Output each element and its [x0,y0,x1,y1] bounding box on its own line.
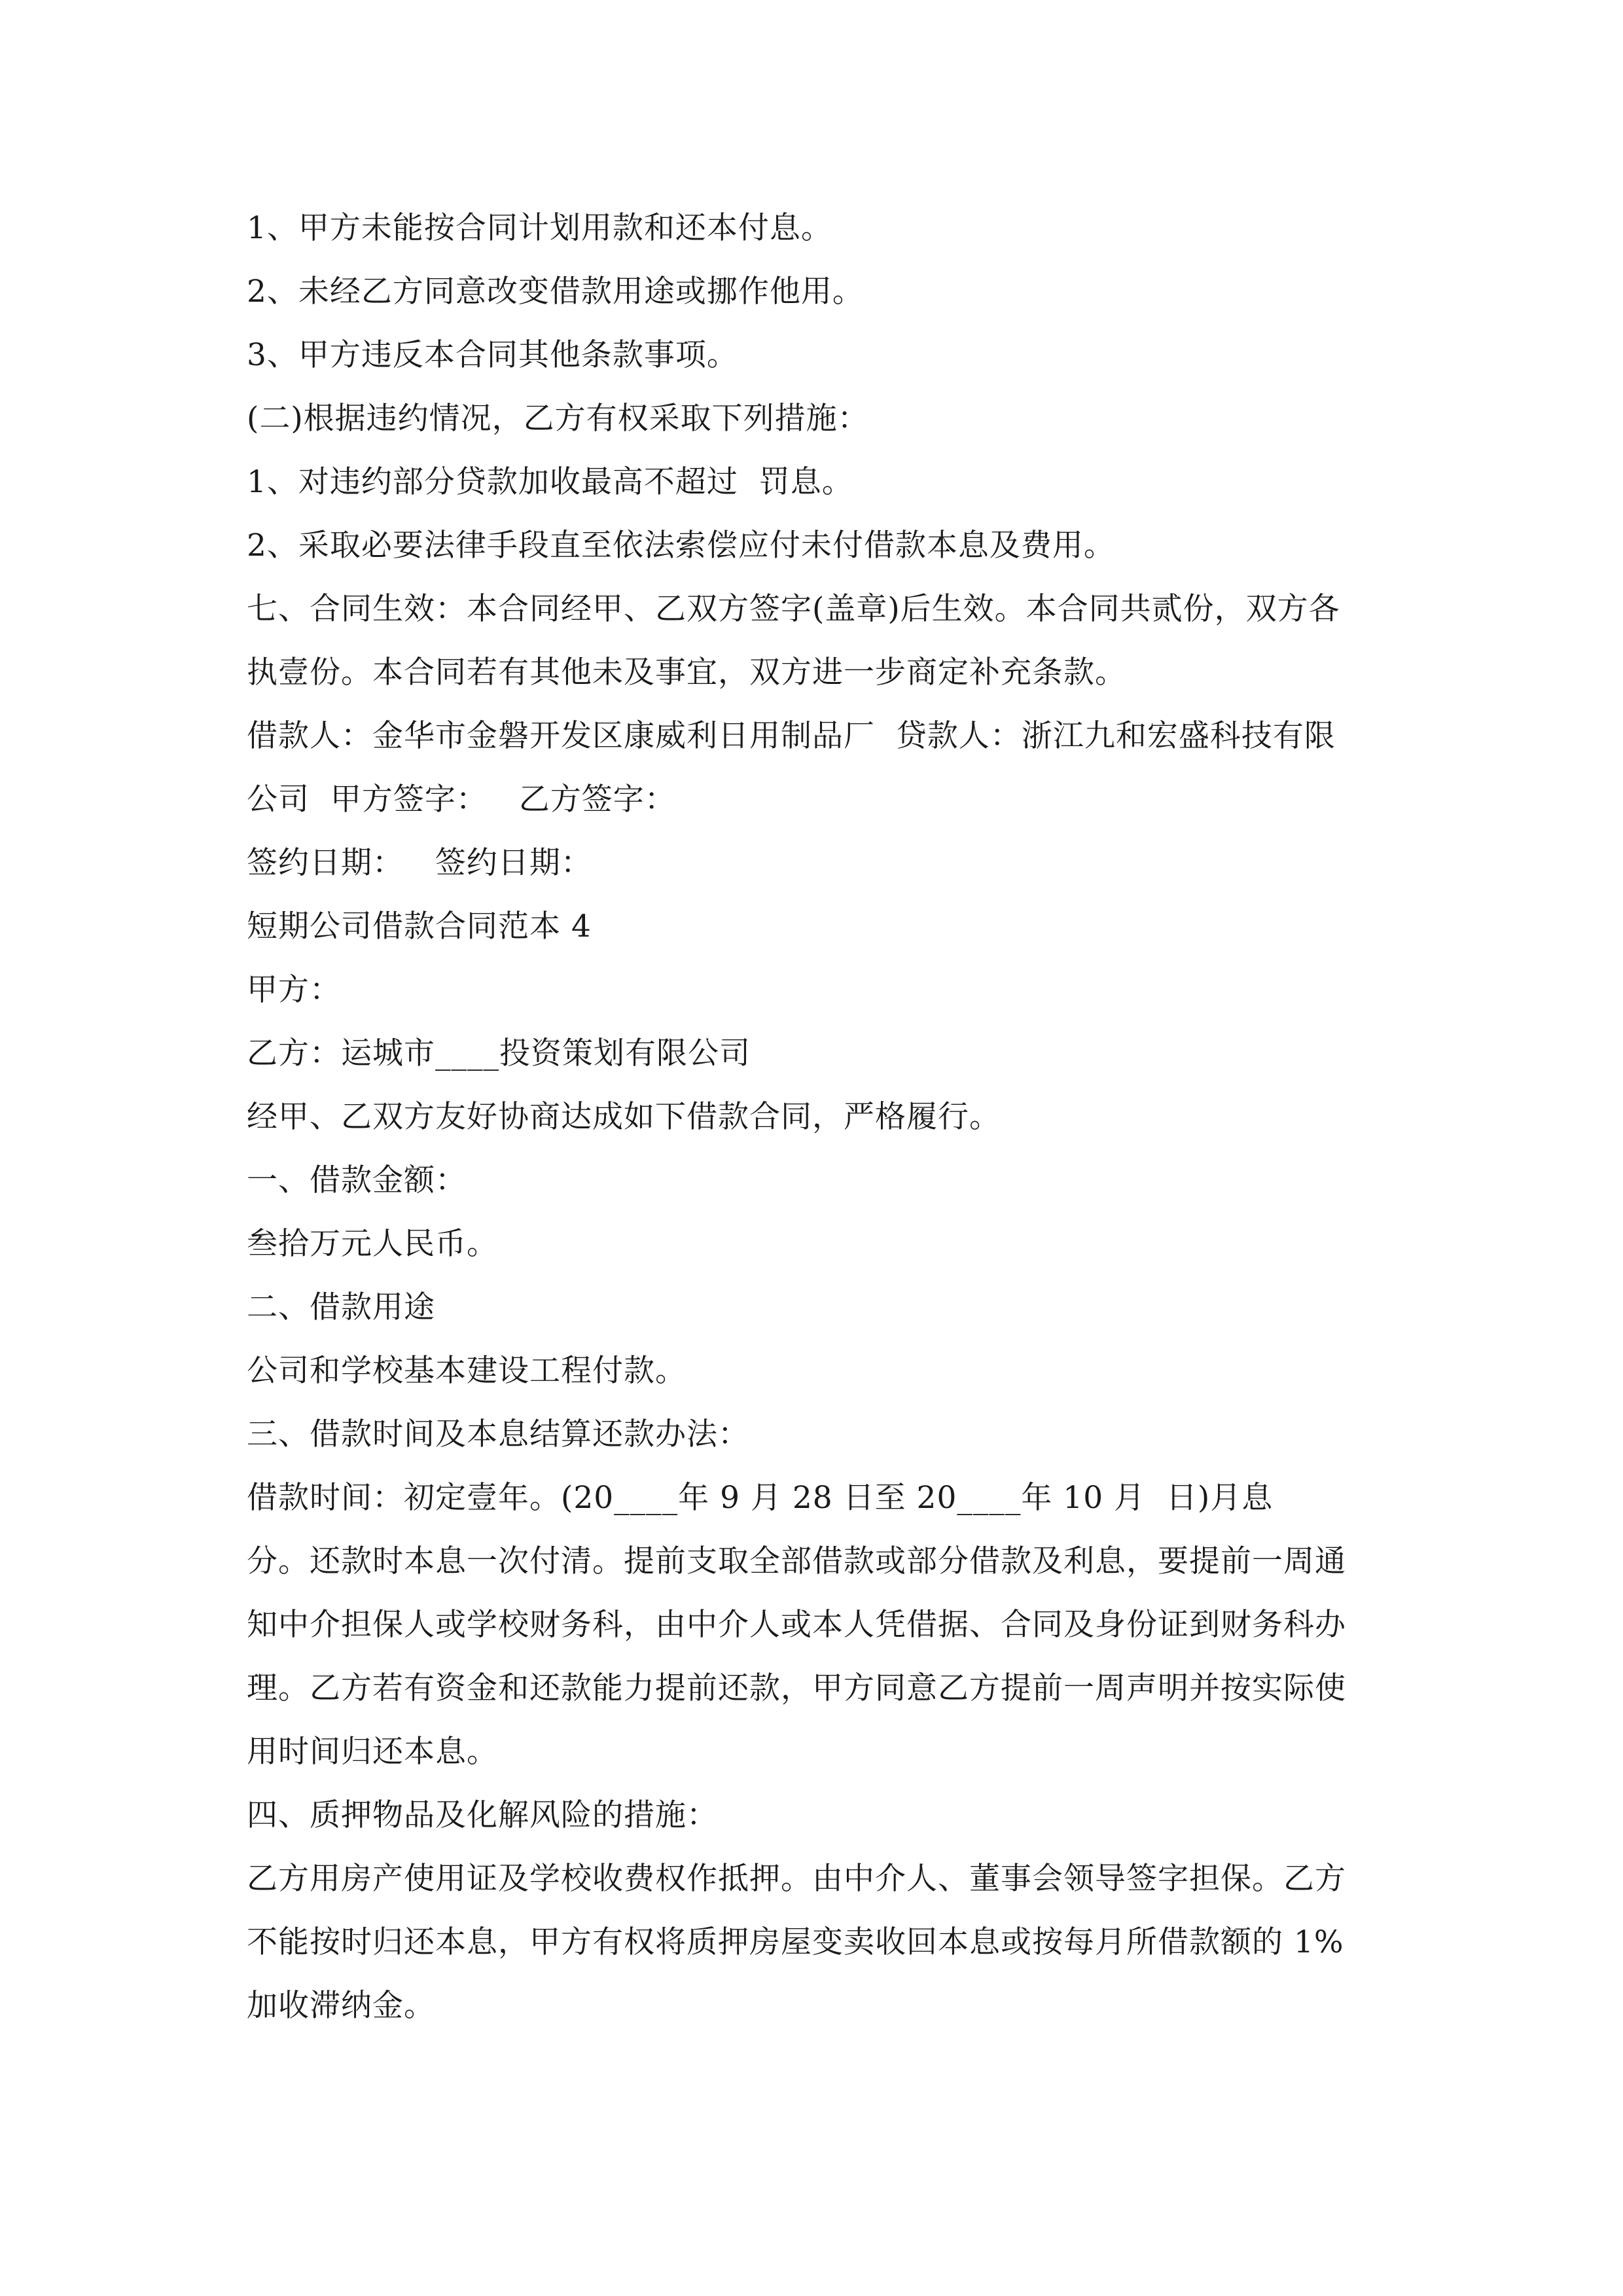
paragraph-line: 叁拾万元人民币。 [247,1226,498,1262]
paragraph-line: 二、借款用途 [247,1289,435,1325]
paragraph-line: 1、甲方未能按合同计划用款和还本付息。 [247,210,832,246]
paragraph-line: 加收滞纳金。 [247,1988,435,2024]
paragraph-line: 用时间归还本息。 [247,1734,498,1770]
paragraph-line: 2、未经乙方同意改变借款用途或挪作他用。 [247,274,864,310]
paragraph-line: 知中介担保人或学校财务科，由中介人或本人凭借据、合同及身份证到财务科办 [247,1607,1346,1643]
paragraph-line: 甲方： [247,972,341,1008]
section-title: 短期公司借款合同范本 4 [247,908,592,944]
paragraph-line: 不能按时归还本息，甲方有权将质押房屋变卖收回本息或按每月所借款额的 1% [247,1924,1344,1960]
paragraph-line: 3、甲方违反本合同其他条款事项。 [247,337,738,373]
paragraph-line: 1、对违约部分贷款加收最高不超过 罚息。 [247,464,853,500]
paragraph-line: 乙方：运城市____投资策划有限公司 [247,1035,751,1071]
paragraph-line: 借款人：金华市金磐开发区康威利日用制品厂 贷款人：浙江九和宏盛科技有限 [247,718,1336,754]
paragraph-line: 借款时间：初定壹年。(20____年 9 月 28 日至 20____年 10 月 日)月息 [247,1480,1274,1516]
paragraph-line: 签约日期： 签约日期： [247,845,592,881]
document-body [247,196,1385,2037]
paragraph-line: (二)根据违约情况，乙方有权采取下列措施： [247,401,869,437]
paragraph-line: 乙方用房产使用证及学校收费权作抵押。由中介人、董事会领导签字担保。乙方 [247,1861,1346,1897]
paragraph-line: 分。还款时本息一次付清。提前支取全部借款或部分借款及利息，要提前一周通 [247,1543,1346,1579]
paragraph-line: 执壹份。本合同若有其他未及事宜，双方进一步商定补充条款。 [247,655,1126,691]
paragraph-line: 三、借款时间及本息结算还款办法： [247,1416,749,1452]
paragraph-line: 经甲、乙双方友好协商达成如下借款合同，严格履行。 [247,1099,1001,1135]
paragraph-line: 七、合同生效：本合同经甲、乙双方签字(盖章)后生效。本合同共贰份，双方各 [247,591,1340,627]
paragraph-line: 公司 甲方签字： 乙方签字： [247,781,676,817]
paragraph-line: 公司和学校基本建设工程付款。 [247,1353,687,1389]
paragraph-line: 理。乙方若有资金和还款能力提前还款，甲方同意乙方提前一周声明并按实际使 [247,1670,1346,1706]
paragraph-line: 四、质押物品及化解风险的措施： [247,1797,718,1833]
paragraph-line: 2、采取必要法律手段直至依法索偿应付未付借款本息及费用。 [247,528,1115,564]
paragraph-line: 一、借款金额： [247,1162,467,1198]
